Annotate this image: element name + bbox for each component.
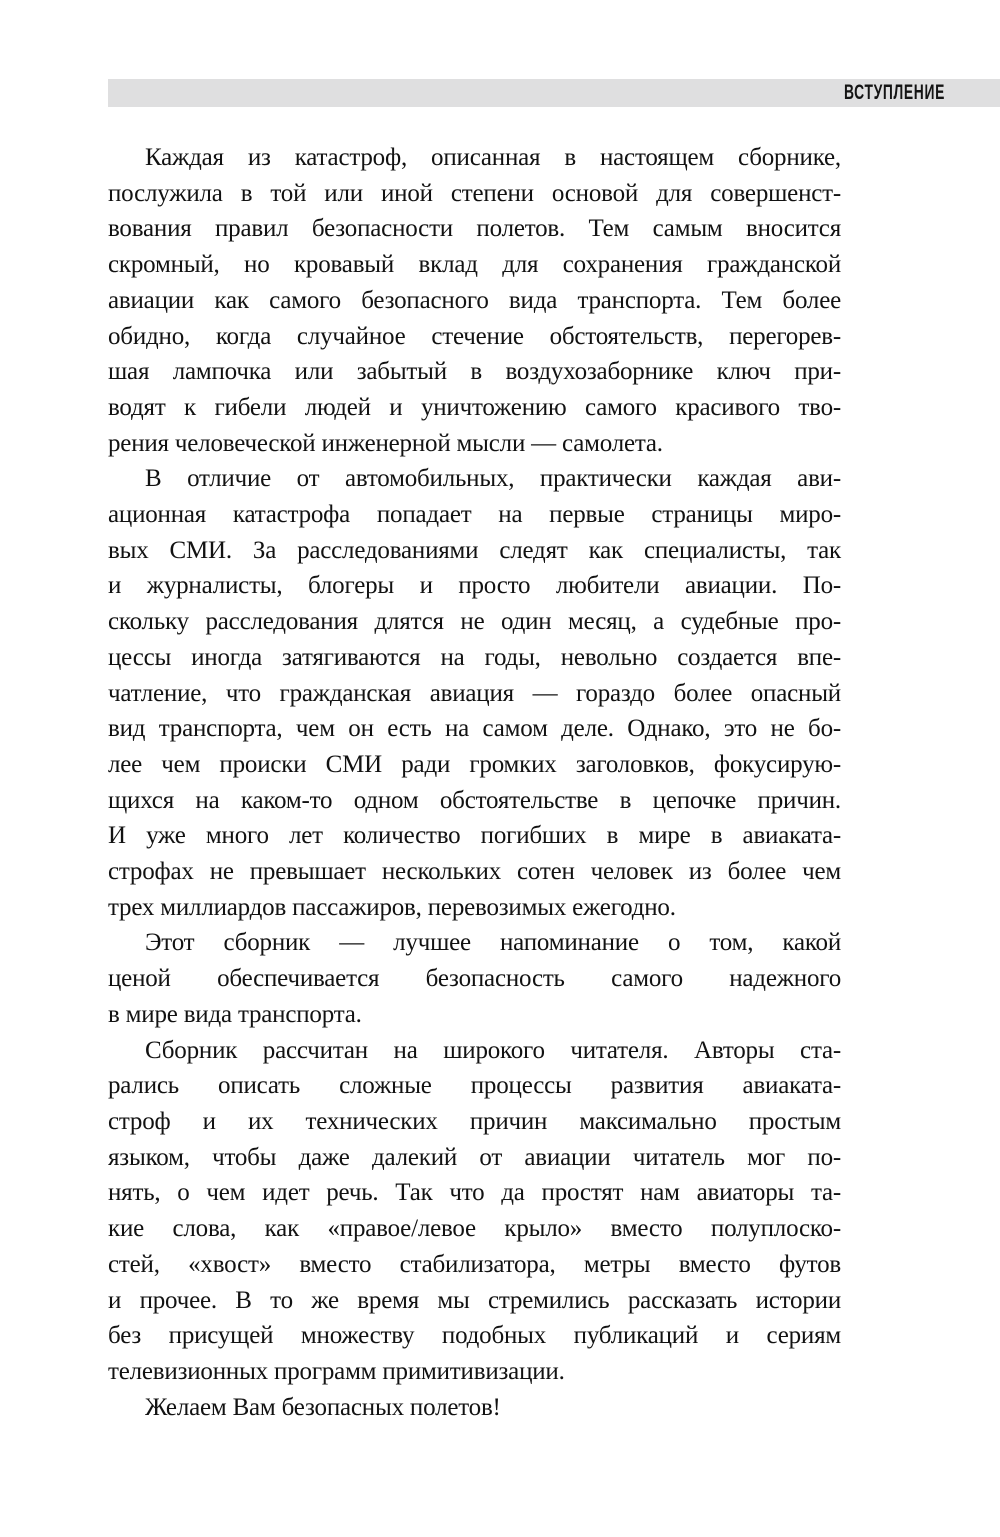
text-line: стей, «хвост» вместо стабилизатора, метры вместо футов (108, 1250, 841, 1278)
text-line: Каждая из катастроф, описанная в настоящем сборнике, (145, 144, 841, 171)
text-line: щихся на каком-то одном обстоятельстве в цепочке причин. (108, 786, 841, 814)
text-line: обидно, когда случайное стечение обстоятельств, перегорев- (108, 322, 841, 350)
text-line: авиации как самого безопасного вида транспорта. Тем более (108, 286, 841, 314)
text-line: Сборник рассчитан на широкого читателя. Авторы ста- (145, 1036, 841, 1064)
body-text (108, 140, 841, 1425)
text-line: нять, о чем идет речь. Так что да простят нам авиаторы та- (108, 1179, 841, 1207)
text-line: лее чем происки СМИ ради громких заголовков, фокусирую- (108, 750, 841, 778)
text-line: Желаем Вам безопасных полетов! (145, 1393, 501, 1421)
text-line: И уже много лет количество погибших в мире в авиаката- (108, 822, 841, 850)
paragraph (108, 1390, 841, 1426)
text-line: трех миллиардов пассажиров, перевозимых ежегодно. (108, 893, 676, 921)
text-line: скольку расследования длятся не один месяц, а судебные про- (108, 608, 841, 636)
running-head: ВСТУПЛЕНИЕ (844, 81, 945, 104)
text-line: чатление, что гражданская авиация — гораздо более опасный (108, 679, 841, 707)
text-line: вых СМИ. За расследованиями следят как специалисты, так (108, 536, 841, 564)
text-line: водят к гибели людей и уничтожению самого красивого тво- (108, 393, 841, 421)
text-line: В отличие от автомобильных, практически каждая ави- (145, 465, 841, 493)
paragraph (108, 1033, 841, 1390)
text-line: и журналисты, блогеры и просто любители авиации. По- (108, 572, 841, 600)
text-line: ационная катастрофа попадает на первые страницы миро- (108, 501, 841, 529)
text-line: рения человеческой инженерной мысли — самолета. (108, 429, 663, 457)
running-head-bar (108, 79, 1000, 107)
text-line: вования правил безопасности полетов. Тем самым вносится (108, 215, 841, 243)
text-line: послужила в той или иной степени основой для совершенст- (108, 179, 841, 207)
text-line: кие слова, как «правое/левое крыло» вместо полуплоско- (108, 1215, 841, 1243)
text-line: Этот сборник — лучшее напоминание о том, какой (145, 929, 841, 957)
text-line: строфах не превышает нескольких сотен человек из более чем (108, 858, 841, 886)
text-line: вид транспорта, чем он есть на самом деле. Однако, это не бо- (108, 715, 841, 743)
paragraph (108, 925, 841, 1032)
text-line: в мире вида транспорта. (108, 1000, 362, 1028)
text-line: и прочее. В то же время мы стремились рассказать истории (108, 1286, 841, 1314)
text-line: рались описать сложные процессы развития авиаката- (108, 1072, 841, 1100)
text-line: без присущей множеству подобных публикаций и сериям (108, 1322, 841, 1350)
text-line: шая лампочка или забытый в воздухозаборнике ключ при- (108, 358, 841, 386)
text-line: ценой обеспечивается безопасность самого надежного (108, 965, 841, 993)
paragraph (108, 461, 841, 925)
text-line: цессы иногда затягиваются на годы, невольно создается впе- (108, 643, 841, 671)
paragraph (108, 140, 841, 461)
text-line: строф и их технических причин максимально простым (108, 1107, 841, 1135)
text-line: телевизионных программ примитивизации. (108, 1357, 565, 1385)
text-line: скромный, но кровавый вклад для сохранения гражданской (108, 251, 841, 279)
text-line: языком, чтобы даже далекий от авиации читатель мог по- (108, 1143, 841, 1171)
